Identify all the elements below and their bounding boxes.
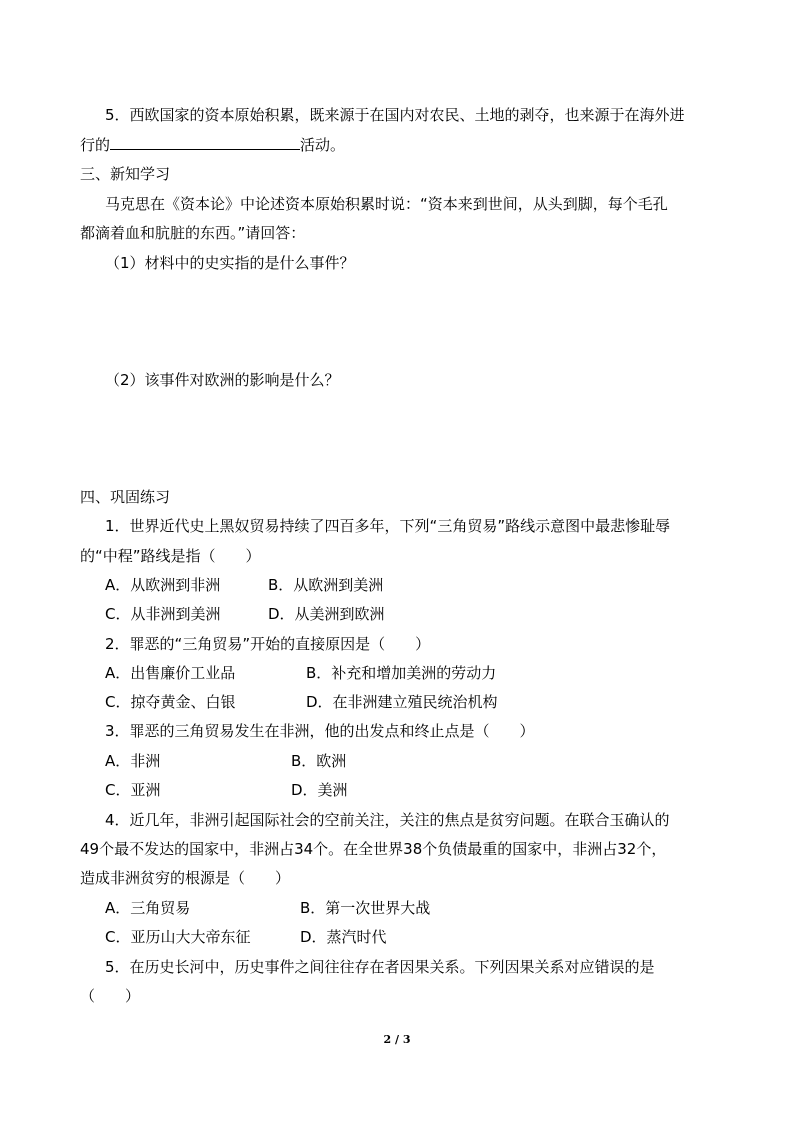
q5-line1: 5．在历史长河中，历史事件之间往往存在者因果关系。下列因果关系对应错误的是 [105,958,655,976]
s2-q5-suffix: 活动。 [300,136,346,154]
fill-in-blank [110,135,300,150]
section3-heading: 三、新知学习 [80,165,171,183]
page-number: 2 / 3 [383,1033,411,1046]
q5-line2: （ ） [80,987,141,1005]
q1-option-c: C．从非洲到美洲 [105,605,221,623]
q4-line1: 4．近几年，非洲引起国际社会的空前关注，关注的焦点是贫穷问题。在联合玉确认的 [105,811,670,829]
s3-question-1: （1）材料中的史实指的是什么事件？ [105,254,355,272]
q3-line1: 3．罪恶的三角贸易发生在非洲，他的出发点和终止点是（ ） [105,722,535,740]
s2-q5-prefix: 行的 [80,136,111,154]
q2-option-d: D．在非洲建立殖民统治机构 [306,693,498,711]
q4-line2: 49个最不发达的国家中，非洲占34个。在全世界38个负债最重的国家中，非洲占32个， [80,840,667,858]
s2-q5-line1: 5．西欧国家的资本原始积累，既来源于在国内对农民、土地的剥夺，也来源于在海外进 [105,106,685,124]
s3-question-2: （2）该事件对欧洲的影响是什么？ [105,371,340,389]
s3-intro-line1: 马克思在《资本论》中论述资本原始积累时说：“资本来到世间，从头到脚，每个毛孔 [105,195,668,213]
q2-option-a: A．出售廉价工业品 [105,664,236,682]
q2-option-b: B．补充和增加美洲的劳动力 [306,664,497,682]
q3-option-c: C．亚洲 [105,781,161,799]
q4-option-d: D．蒸汽时代 [300,928,387,946]
q1-option-a: A．从欧洲到非洲 [105,576,221,594]
q3-option-a: A．非洲 [105,752,161,770]
q4-option-a: A．三角贸易 [105,899,191,917]
s2-q5-line2 [80,135,345,155]
q1-option-d: D．从美洲到欧洲 [268,605,385,623]
q4-line3: 造成非洲贫穷的根源是（ ） [80,869,291,887]
q4-option-b: B．第一次世界大战 [300,899,431,917]
q1-line2: 的“中程”路线是指（ ） [80,547,261,565]
q2-line1: 2．罪恶的“三角贸易”开始的直接原因是（ ） [105,635,431,653]
s3-intro-line2: 都滴着血和肮脏的东西。”请回答： [80,224,306,242]
q3-option-d: D．美洲 [291,781,348,799]
q4-option-c: C．亚历山大大帝东征 [105,928,251,946]
section4-heading: 四、巩固练习 [80,488,171,506]
q2-option-c: C．掠夺黄金、白银 [105,693,236,711]
q1-option-b: B．从欧洲到美洲 [268,576,384,594]
q1-line1: 1．世界近代史上黑奴贸易持续了四百多年，下列“三角贸易”路线示意图中最悲惨耻辱 [105,517,671,535]
q3-option-b: B．欧洲 [291,752,347,770]
